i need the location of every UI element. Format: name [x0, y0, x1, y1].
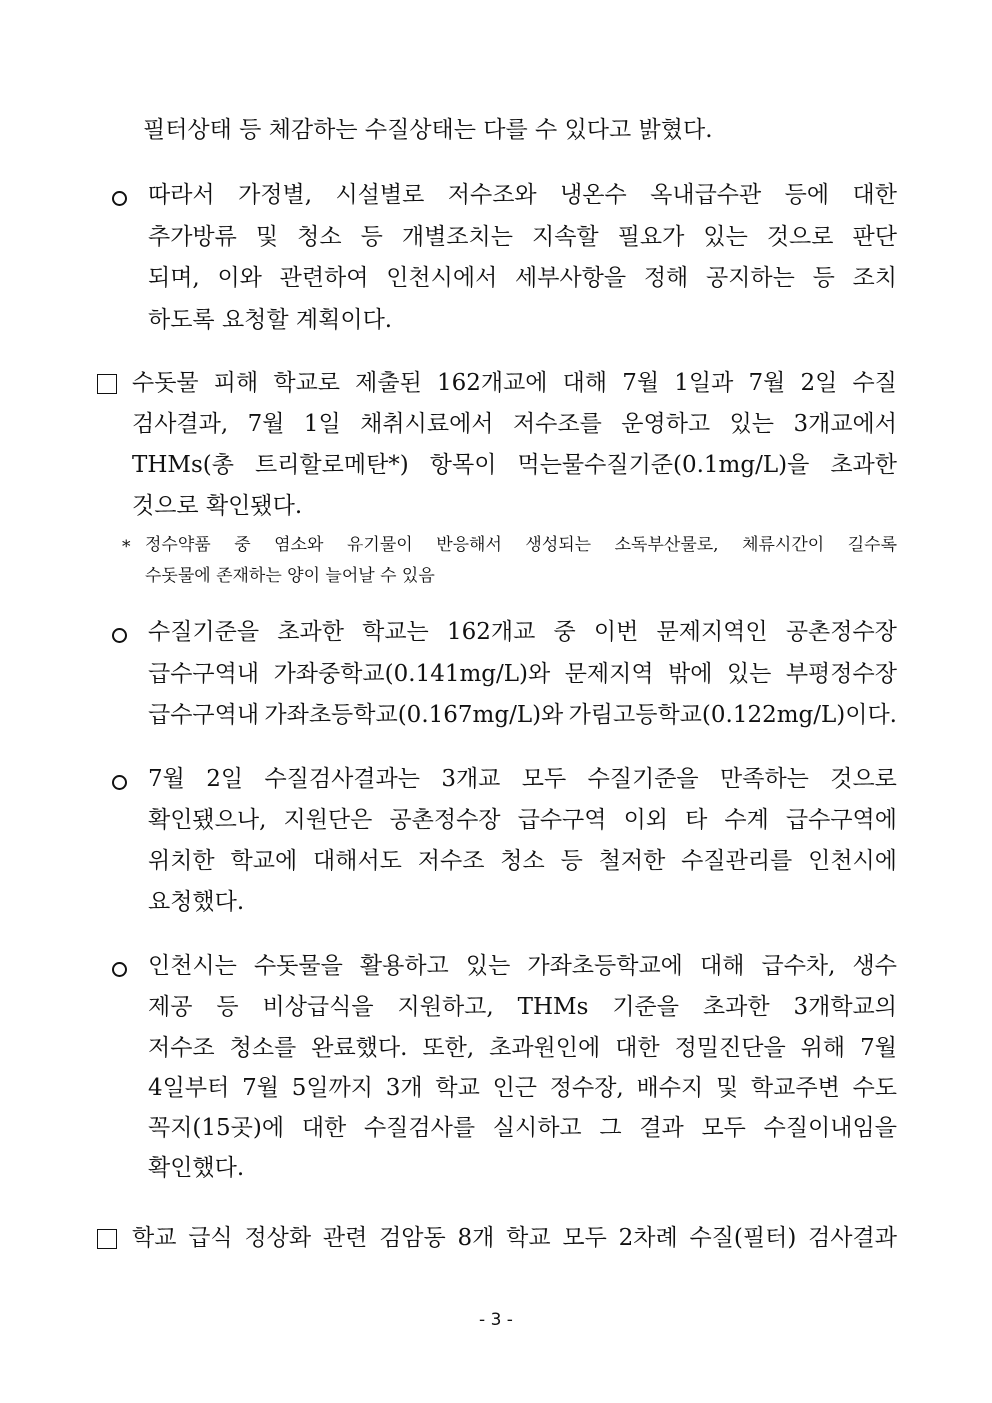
bullet3-line-4: 요청했다.: [148, 889, 245, 915]
bullet-circle-icon: [112, 191, 127, 206]
bullet-circle-icon: [112, 775, 127, 790]
bullet4-line-6: 확인했다.: [148, 1155, 245, 1181]
bullet-circle-icon: [112, 628, 127, 643]
section1-line-3: THMs(총 트리할로메탄*) 항목이 먹는물수질기준(0.1mg/L)을 초과한: [132, 452, 897, 478]
bullet1-line-2: 추가방류 및 청소 등 개별조치는 지속할 필요가 있는 것으로 판단: [148, 224, 897, 250]
footnote-mark: *: [122, 537, 131, 557]
section1-line-1: 수돗물 피해 학교로 제출된 162개교에 대해 7월 1일과 7월 2일 수질: [132, 370, 897, 396]
section1-line-4: 것으로 확인됐다.: [132, 493, 303, 519]
section2-line-1: 학교 급식 정상화 관련 검암동 8개 학교 모두 2차례 수질(필터) 검사결과: [132, 1225, 897, 1251]
footnote-line-2: 수돗물에 존재하는 양이 늘어날 수 있음: [145, 566, 435, 586]
bullet4-line-3: 저수조 청소를 완료했다. 또한, 초과원인에 대한 정밀진단을 위해 7월: [148, 1035, 897, 1061]
bullet3-line-3: 위치한 학교에 대해서도 저수조 청소 등 철저한 수질관리를 인천시에: [148, 848, 897, 874]
bullet4-line-1: 인천시는 수돗물을 활용하고 있는 가좌초등학교에 대해 급수차, 생수: [148, 953, 897, 979]
bullet-circle-icon: [112, 962, 127, 977]
page-number: - 3 -: [479, 1310, 513, 1330]
bullet2-line-2: 급수구역내 가좌중학교(0.141mg/L)와 문제지역 밖에 있는 부평정수장: [148, 661, 897, 687]
bullet4-line-2: 제공 등 비상급식을 지원하고, THMs 기준을 초과한 3개학교의: [148, 994, 897, 1020]
bullet1-line-4: 하도록 요청할 계획이다.: [148, 307, 393, 333]
bullet2-line-1: 수질기준을 초과한 학교는 162개교 중 이번 문제지역인 공촌정수장: [148, 619, 897, 645]
bullet2-line-3: 급수구역내 가좌초등학교(0.167mg/L)와 가림고등학교(0.122mg/L)이다.: [148, 702, 897, 728]
bullet4-line-4: 4일부터 7월 5일까지 3개 학교 인근 정수장, 배수지 및 학교주변 수도: [148, 1075, 897, 1101]
bullet4-line-5: 꼭지(15곳)에 대한 수질검사를 실시하고 그 결과 모두 수질이내임을: [148, 1115, 897, 1141]
footnote-line-1: 정수약품 중 염소와 유기물이 반응해서 생성되는 소독부산물로, 체류시간이 길수록: [145, 535, 897, 555]
bullet1-line-1: 따라서 가정별, 시설별로 저수조와 냉온수 옥내급수관 등에 대한: [148, 182, 897, 208]
bullet3-line-2: 확인됐으나, 지원단은 공촌정수장 급수구역 이외 타 수계 급수구역에: [148, 807, 897, 833]
section-box-icon: [97, 1229, 117, 1249]
section1-line-2: 검사결과, 7월 1일 채취시료에서 저수조를 운영하고 있는 3개교에서: [132, 411, 897, 437]
continuation-text: 필터상태 등 체감하는 수질상태는 다를 수 있다고 밝혔다.: [143, 117, 713, 143]
bullet3-line-1: 7월 2일 수질검사결과는 3개교 모두 수질기준을 만족하는 것으로: [148, 766, 897, 792]
section-box-icon: [97, 374, 117, 394]
bullet1-line-3: 되며, 이와 관련하여 인천시에서 세부사항을 정해 공지하는 등 조치: [148, 265, 897, 291]
